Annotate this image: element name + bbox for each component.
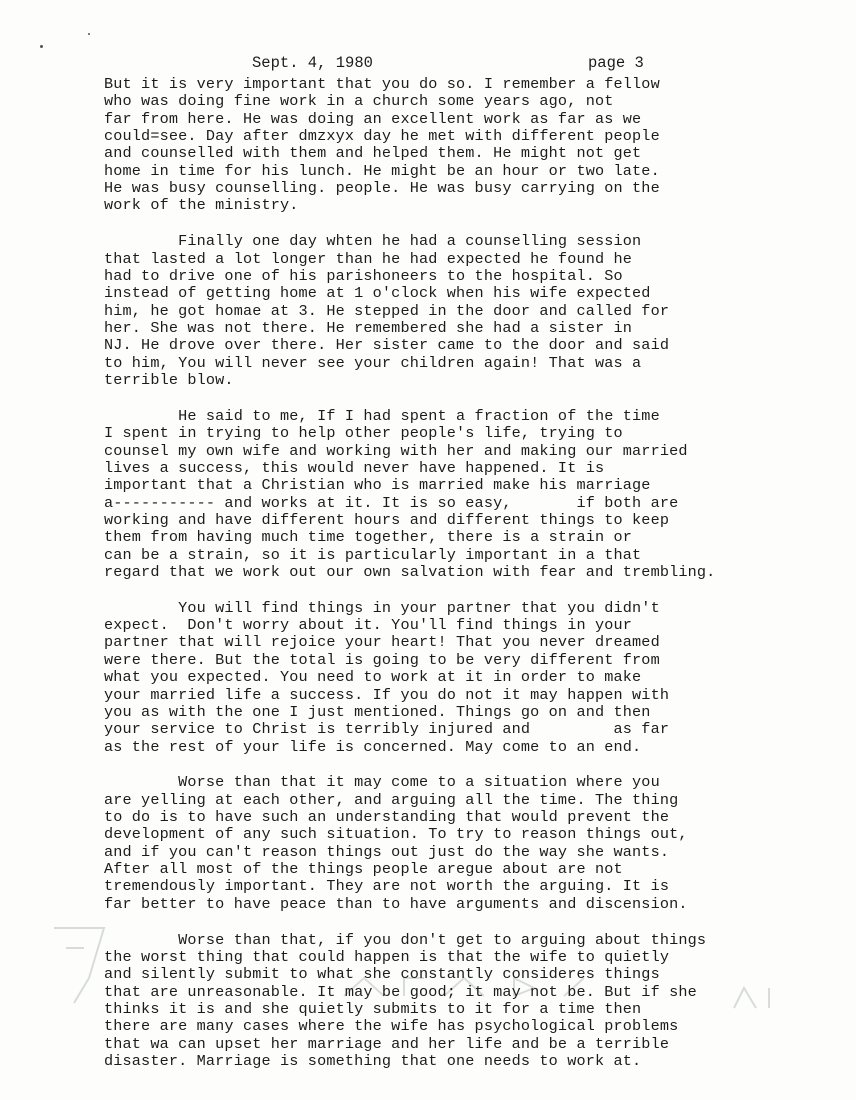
- text-line: there are many cases where the wife has psychological problems: [104, 1017, 679, 1036]
- text-line: that lasted a lot longer than he had expected he found he: [104, 249, 633, 268]
- text-line: lives a success, this would never have happened. It is: [104, 458, 605, 477]
- paragraph-1: [104, 76, 764, 215]
- paragraph-6: [104, 932, 764, 1071]
- text-line: him, he got homae at 3. He stepped in the door and called for: [104, 301, 670, 320]
- text-line: regard that we work out our own salvation with fear and trembling.: [104, 562, 716, 581]
- text-line: who was doing fine work in a church some years ago, not: [104, 92, 614, 111]
- text-line: He was busy counselling. people. He was busy carrying on the: [104, 179, 660, 198]
- text-line: Worse than that, if you don't get to arguing about things: [104, 930, 707, 949]
- paper-speck: [40, 45, 43, 48]
- text-line: can be a strain, so it is particularly important in a that: [104, 545, 642, 564]
- text-line: and if you can't reason things out just do the way she wants.: [104, 842, 670, 861]
- text-line: are yelling at each other, and arguing all the time. The thing: [104, 790, 679, 809]
- paragraph-4: [104, 600, 764, 756]
- page-header: [0, 54, 856, 74]
- text-line: that are unreasonable. It may be good; it may not be. But if she: [104, 982, 697, 1001]
- header-page-number: page 3: [588, 54, 644, 72]
- text-line: But it is very important that you do so. I remember a fellow: [104, 75, 660, 93]
- text-line: were there. But the total is going to be very different from: [104, 650, 660, 669]
- text-line: thinks it is and she quietly submits to it for a time then: [104, 1000, 642, 1018]
- text-line: tremendously important. They are not worth the arguing. It is: [104, 877, 670, 896]
- text-line: He said to me, If I had spent a fraction of the time: [104, 406, 660, 425]
- text-line: terrible blow.: [104, 371, 234, 389]
- text-line: NJ. He drove over there. Her sister came to the door and said: [104, 336, 670, 355]
- text-line: expect. Don't worry about it. You'll find things in your: [104, 616, 633, 635]
- text-line: had to drive one of his parishoneers to the hospital. So: [104, 266, 623, 285]
- text-line: disaster. Marriage is something that one needs to work at.: [104, 1052, 642, 1071]
- text-line: You will find things in your partner that you didn't: [104, 598, 660, 617]
- text-line: important that a Christian who is married make his marriage: [104, 476, 651, 495]
- text-line: you as with the one I just mentioned. Things go on and then: [104, 702, 651, 721]
- text-line: After all most of the things people aregue about are not: [104, 860, 623, 879]
- text-line: Worse than that it may come to a situation where you: [104, 773, 660, 792]
- paragraph-2: [104, 233, 764, 389]
- text-line: your service to Christ is terribly injured and as far: [104, 720, 670, 739]
- text-line: Finally one day whten he had a counselling session: [104, 232, 642, 251]
- text-line: as the rest of your life is concerned. May come to an end.: [104, 737, 642, 756]
- text-line: home in time for his lunch. He might be an hour or two late.: [104, 161, 660, 180]
- text-line: to do is to have such an understanding that would prevent the: [104, 808, 670, 827]
- text-line: what you expected. You need to work at it in order to make: [104, 668, 642, 687]
- text-line: I spent in trying to help other people's life, trying to: [104, 424, 623, 443]
- text-line: counsel my own wife and working with her and making our married: [104, 441, 688, 460]
- text-line: and counselled with them and helped them. He might not get: [104, 144, 642, 163]
- text-line: to him, You will never see your children again! That was a: [104, 353, 642, 372]
- paper-speck: [88, 33, 90, 35]
- text-line: far from here. He was doing an excellent work as far as we: [104, 109, 642, 128]
- body-text: [104, 76, 764, 1089]
- text-line: that wa can upset her marriage and her life and be a terrible: [104, 1034, 670, 1053]
- text-line: could=see. Day after dmzxyx day he met with different people: [104, 127, 660, 146]
- text-line: instead of getting home at 1 o'clock when his wife expected: [104, 284, 651, 303]
- text-line: development of any such situation. To try to reason things out,: [104, 825, 688, 844]
- text-line: far better to have peace than to have arguments and discension.: [104, 894, 688, 913]
- paragraph-3: [104, 408, 764, 581]
- text-line: them from having much time together, there is a strain or: [104, 528, 633, 547]
- text-line: working and have different hours and different things to keep: [104, 510, 670, 529]
- text-line: your married life a success. If you do not it may happen with: [104, 685, 670, 704]
- text-line: partner that will rejoice your heart! That you never dreamed: [104, 633, 660, 652]
- header-date: Sept. 4, 1980: [252, 54, 373, 72]
- paragraph-5: [104, 774, 764, 913]
- text-line: a----------- and works at it. It is so easy, if both are: [104, 493, 679, 512]
- text-line: and silently submit to what she constantly consideres things: [104, 965, 660, 984]
- text-line: work of the ministry.: [104, 196, 299, 215]
- text-line: the worst thing that could happen is that the wife to quietly: [104, 947, 670, 966]
- text-line: her. She was not there. He remembered she had a sister in: [104, 318, 633, 337]
